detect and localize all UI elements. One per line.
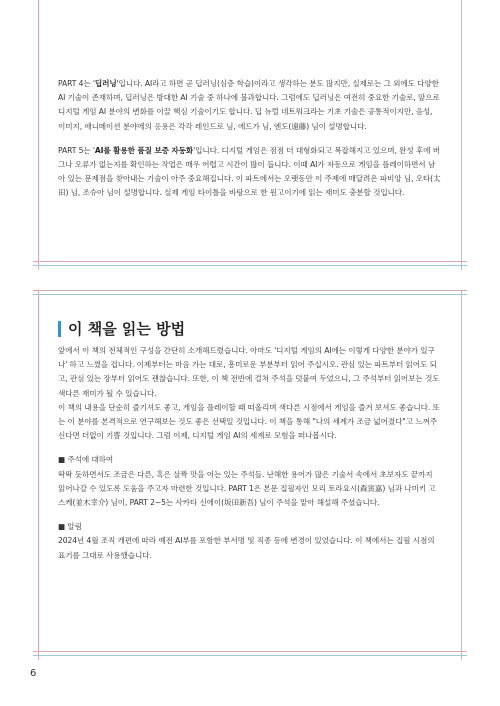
part5-title: AI를 활용한 품질 보증 자동화 xyxy=(94,145,194,155)
section-heading xyxy=(58,318,185,339)
part4-title: 딥러닝 xyxy=(94,79,117,88)
notice-title: ■ 알림 xyxy=(58,522,82,532)
part5-paragraph: PART 5는 'AI를 활용한 품질 보증 자동화'입니다. 디지털 게임은 점점 더 대형화되고 복잡해지고 있으며, 완성 후에 버그나 오류가 없는지를 확인하는 작업은 매우 어렵고 시간이 많이 듭니다. 이때 AI가 자동으로 게임을 플레이하면서 남아 있는 문제점을 찾아내는 기술이 아주 중요해집니다. 이 파트에서는 오랫동안 이 주제에 매달려온 파비앙 님, 오타(太田) 님, 조슈아 님이 설명합니다. 실제 게임 타이틀을 바탕으로 한 원고이기에 읽는 재미도 충분할 것입니다. xyxy=(58,145,441,198)
page-number: 6 xyxy=(30,668,37,679)
enjoy-paragraph: 이 책의 내용을 단순히 즐기셔도 좋고, 게임을 플레이할 때 떠올리며 색다른 시점에서 게임을 즐겨 보셔도 좋습니다. 또는 이 분야를 본격적으로 연구해보는 것도 좋은 선택일 것입니다. 이 책을 통해 "나의 세계가 조금 넓어졌다"고 느껴주신다면 더없이 기쁠 것입니다. 그럼 이제, 디지털 게임 AI의 세계로 모험을 떠나봅시다. xyxy=(58,402,440,441)
bottom-panel-content xyxy=(58,344,442,573)
notes-title: ■ 주석에 대하여 xyxy=(58,455,114,465)
top-panel-content xyxy=(58,77,442,211)
heading-accent-bar xyxy=(58,321,61,337)
bottom-text-panel xyxy=(38,290,462,660)
notes-body: 딱딱 듯하면서도 조금은 다른, 혹은 살짝 맛을 어는 있는 주석들. 난해한 용어가 많은 기술서 속에서 초보자도 끝까지 읽어나갈 수 있도록 도움을 주고자 마련한 것입니다. PART 1은 본문 집필자인 모리 토라요시(森寅嘉) 님과 나미키 고스케(並木幸介) 님이, PART 2~5는 사카타 신에이(坂田新吾) 님이 주석을 맡아 해설해 주셨습니다. xyxy=(58,469,436,508)
top-text-panel xyxy=(38,0,462,270)
part4-paragraph: PART 4는 '딥러닝'입니다. AI라고 하면 곧 딥러닝(심층 학습)이라고 생각하는 분도 많지만, 실제로는 그 외에도 다양한 AI 기술이 존재하며, 딥러닝은 방대한 AI 기술 중 하나에 불과합니다. 그럼에도 딥러닝은 여전히 중요한 기술로, 앞으로 디지털 게임 AI 분야의 변화를 이끌 핵심 기술이기도 합니다. 딥 뉴럴 네트워크라는 기초 기술은 공통적이지만, 음성, 이미지, 애니메이션 분야에의 응용은 각각 레인드로 님, 에드가 님, 엔도(遠藤) 님이 설명합니다. xyxy=(58,79,440,131)
notice-body: 2024년 4월 조직 개편에 따라 예전 AI부를 포함한 부서명 및 직종 등에 변경이 있었습니다. 이 책에서는 집필 시점의 표기를 그대로 사용했습니다. xyxy=(58,536,435,560)
intro-paragraph: 앞에서 이 책의 전체적인 구성을 간단히 소개해드렸습니다. 아마도 '디지털 게임의 AI에는 이렇게 다양한 분야가 있구나' 하고 느꼈을 겁니다. 이제부터는 마음 가는 대로, 흥미로운 부분부터 읽어 주십시오. 관심 있는 파트부터 읽어도 되고, 관심 있는 장부터 읽어도 괜찮습니다. 또한, 이 책 전반에 걸쳐 주석을 덧붙여 두었으니, 그 주석부터 읽어보는 것도 색다른 재미가 될 수 있습니다. xyxy=(58,346,440,398)
heading-text: 이 책을 읽는 방법 xyxy=(68,320,186,338)
